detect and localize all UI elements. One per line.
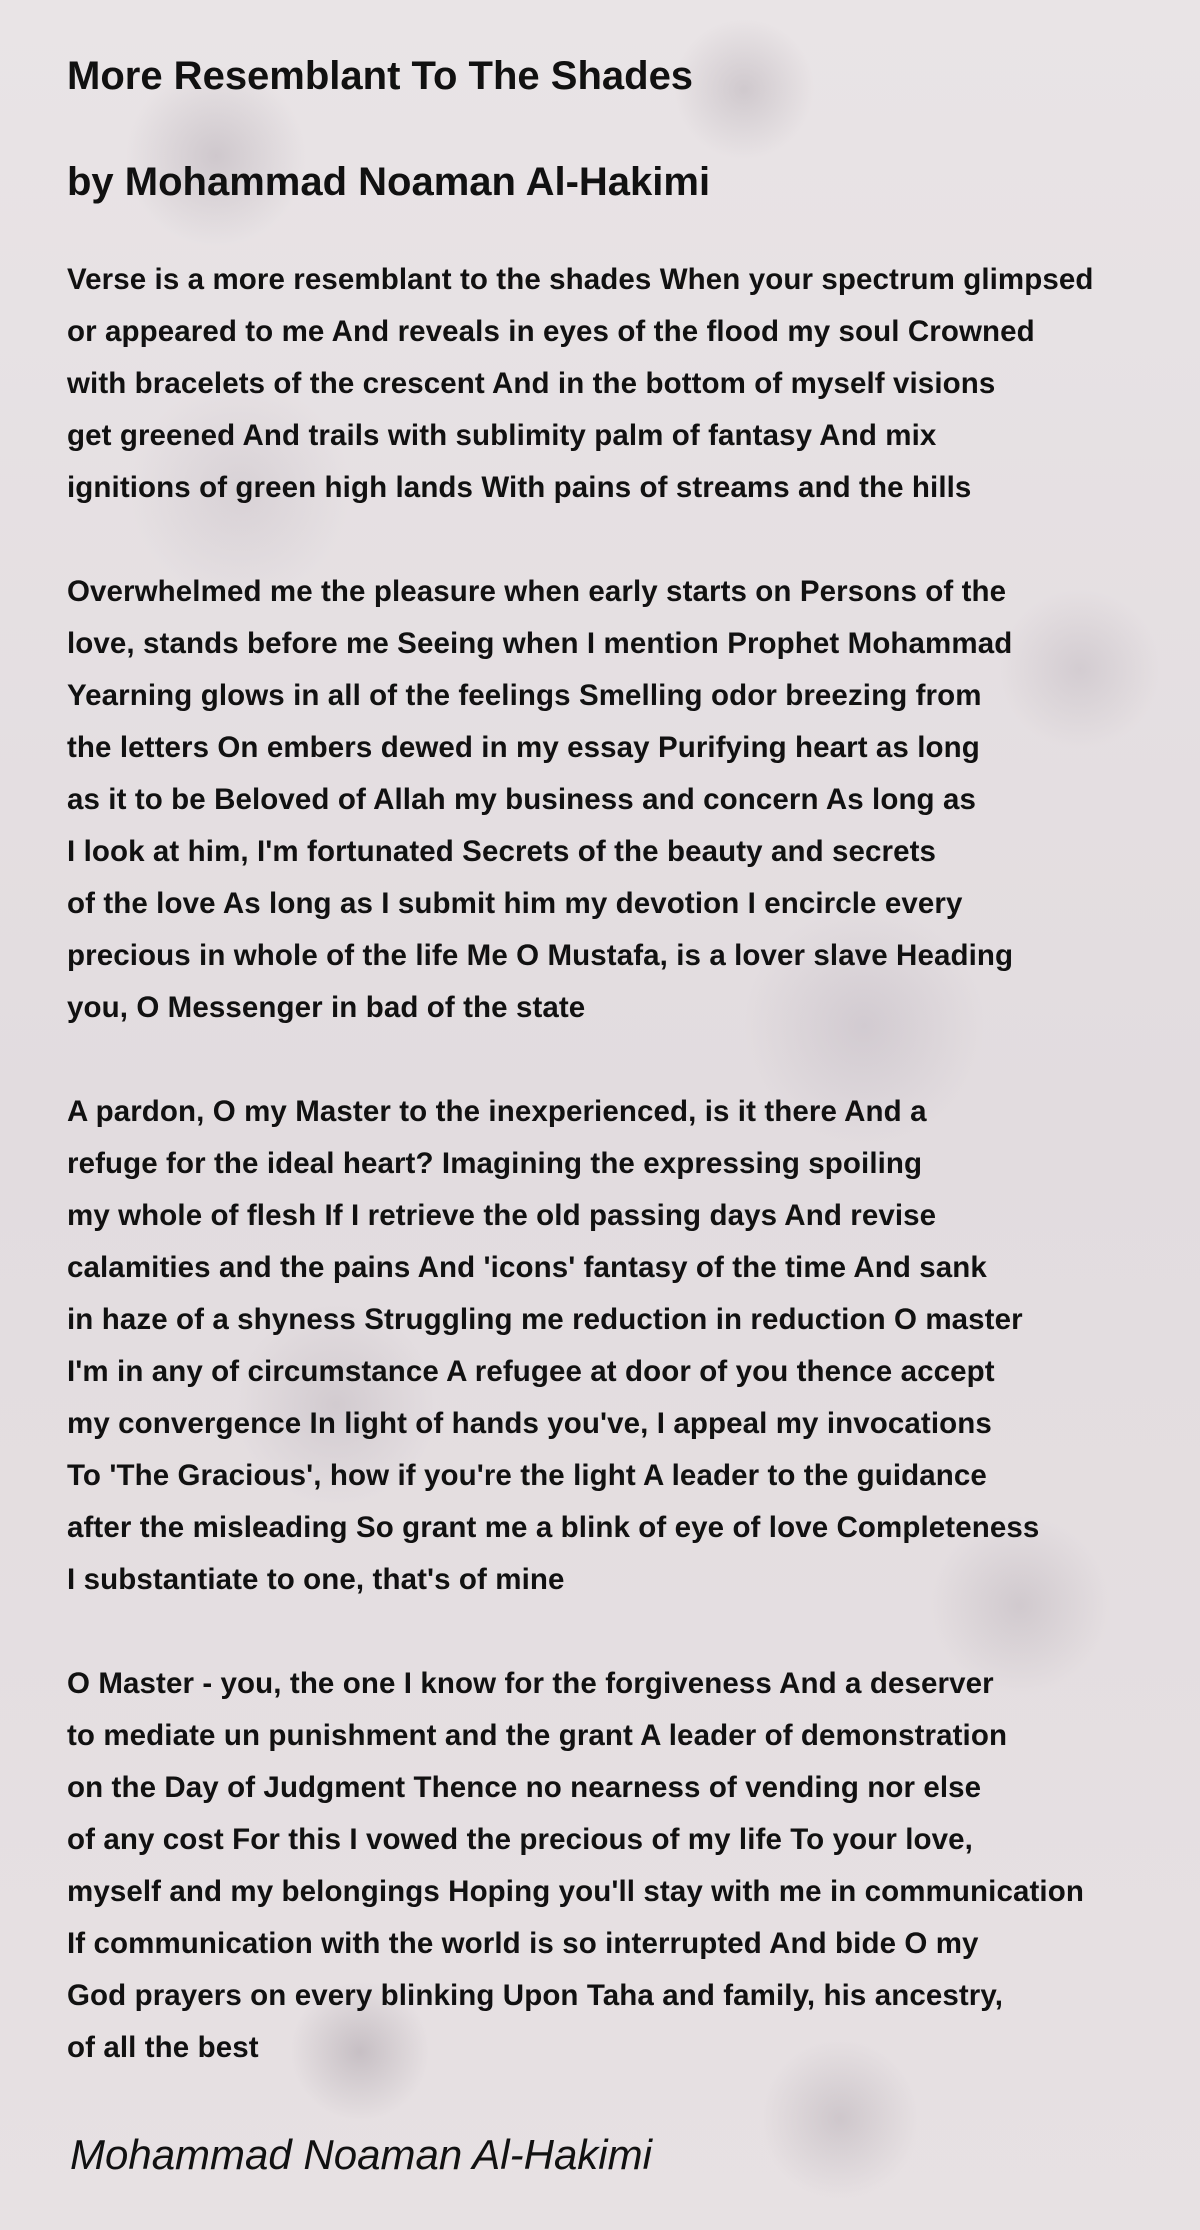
poem-line: To 'The Gracious', how if you're the light A leader to the guidance [67, 1459, 987, 1492]
poem-line: or appeared to me And reveals in eyes of the flood my soul Crowned [67, 315, 1035, 348]
poem-line: with bracelets of the crescent And in the bottom of myself visions [67, 367, 996, 400]
poem-title: More Resemblant To The Shades [67, 54, 694, 98]
poem-line: my convergence In light of hands you've, I appeal my invocations [67, 1407, 992, 1440]
poem-line: to mediate un punishment and the grant A leader of demonstration [67, 1719, 1008, 1752]
poem-line: God prayers on every blinking Upon Taha and family, his ancestry, [67, 1979, 1003, 2012]
poem-line: Overwhelmed me the pleasure when early starts on Persons of the [67, 575, 1007, 608]
poem-byline: by Mohammad Noaman Al-Hakimi [67, 160, 711, 204]
poem-line: O Master - you, the one I know for the forgiveness And a deserver [67, 1667, 994, 1700]
poem-line: in haze of a shyness Struggling me reduction in reduction O master [67, 1303, 1023, 1336]
poem-line: calamities and the pains And 'icons' fantasy of the time And sank [67, 1251, 987, 1284]
poem-line: of all the best [67, 2031, 259, 2064]
poem-line: my whole of flesh If I retrieve the old passing days And revise [67, 1199, 937, 1232]
poem-stanza [67, 254, 1187, 514]
poem-content [67, 48, 1187, 2126]
poem-line: the letters On embers dewed in my essay Purifying heart as long [67, 731, 980, 764]
poem-line: Yearning glows in all of the feelings Smelling odor breezing from [67, 679, 982, 712]
poem-line: as it to be Beloved of Allah my business and concern As long as [67, 783, 976, 816]
poem-stanza [67, 1658, 1187, 2074]
poem-line: after the misleading So grant me a blink of eye of love Completeness [67, 1511, 1040, 1544]
poem-line: of any cost For this I vowed the precious of my life To your love, [67, 1823, 973, 1856]
poem-line: I'm in any of circumstance A refugee at door of you thence accept [67, 1355, 995, 1388]
poem-line: get greened And trails with sublimity palm of fantasy And mix [67, 419, 937, 452]
poem-body [67, 254, 1187, 2074]
poem-line: If communication with the world is so interrupted And bide O my [67, 1927, 979, 1960]
poem-stanza [67, 566, 1187, 1034]
poem-line: on the Day of Judgment Thence no nearness of vending nor else [67, 1771, 982, 1804]
poem-line: ignitions of green high lands With pains of streams and the hills [67, 471, 972, 504]
poem-stanza [67, 1086, 1187, 1606]
poem-line: I look at him, I'm fortunated Secrets of the beauty and secrets [67, 835, 937, 868]
poem-line: of the love As long as I submit him my devotion I encircle every [67, 887, 963, 920]
poem-line: precious in whole of the life Me O Mustafa, is a lover slave Heading [67, 939, 1014, 972]
poem-line: myself and my belongings Hoping you'll stay with me in communication [67, 1875, 1084, 1908]
poem-line: I substantiate to one, that's of mine [67, 1563, 565, 1596]
poem-line: love, stands before me Seeing when I mention Prophet Mohammad [67, 627, 1013, 660]
poem-line: Verse is a more resemblant to the shades When your spectrum glimpsed [67, 263, 1094, 296]
poem-line: A pardon, O my Master to the inexperienced, is it there And a [67, 1095, 927, 1128]
poem-line: refuge for the ideal heart? Imagining the expressing spoiling [67, 1147, 923, 1180]
author-signature: Mohammad Noaman Al-Hakimi [70, 2131, 652, 2178]
poem-line: you, O Messenger in bad of the state [67, 991, 586, 1024]
